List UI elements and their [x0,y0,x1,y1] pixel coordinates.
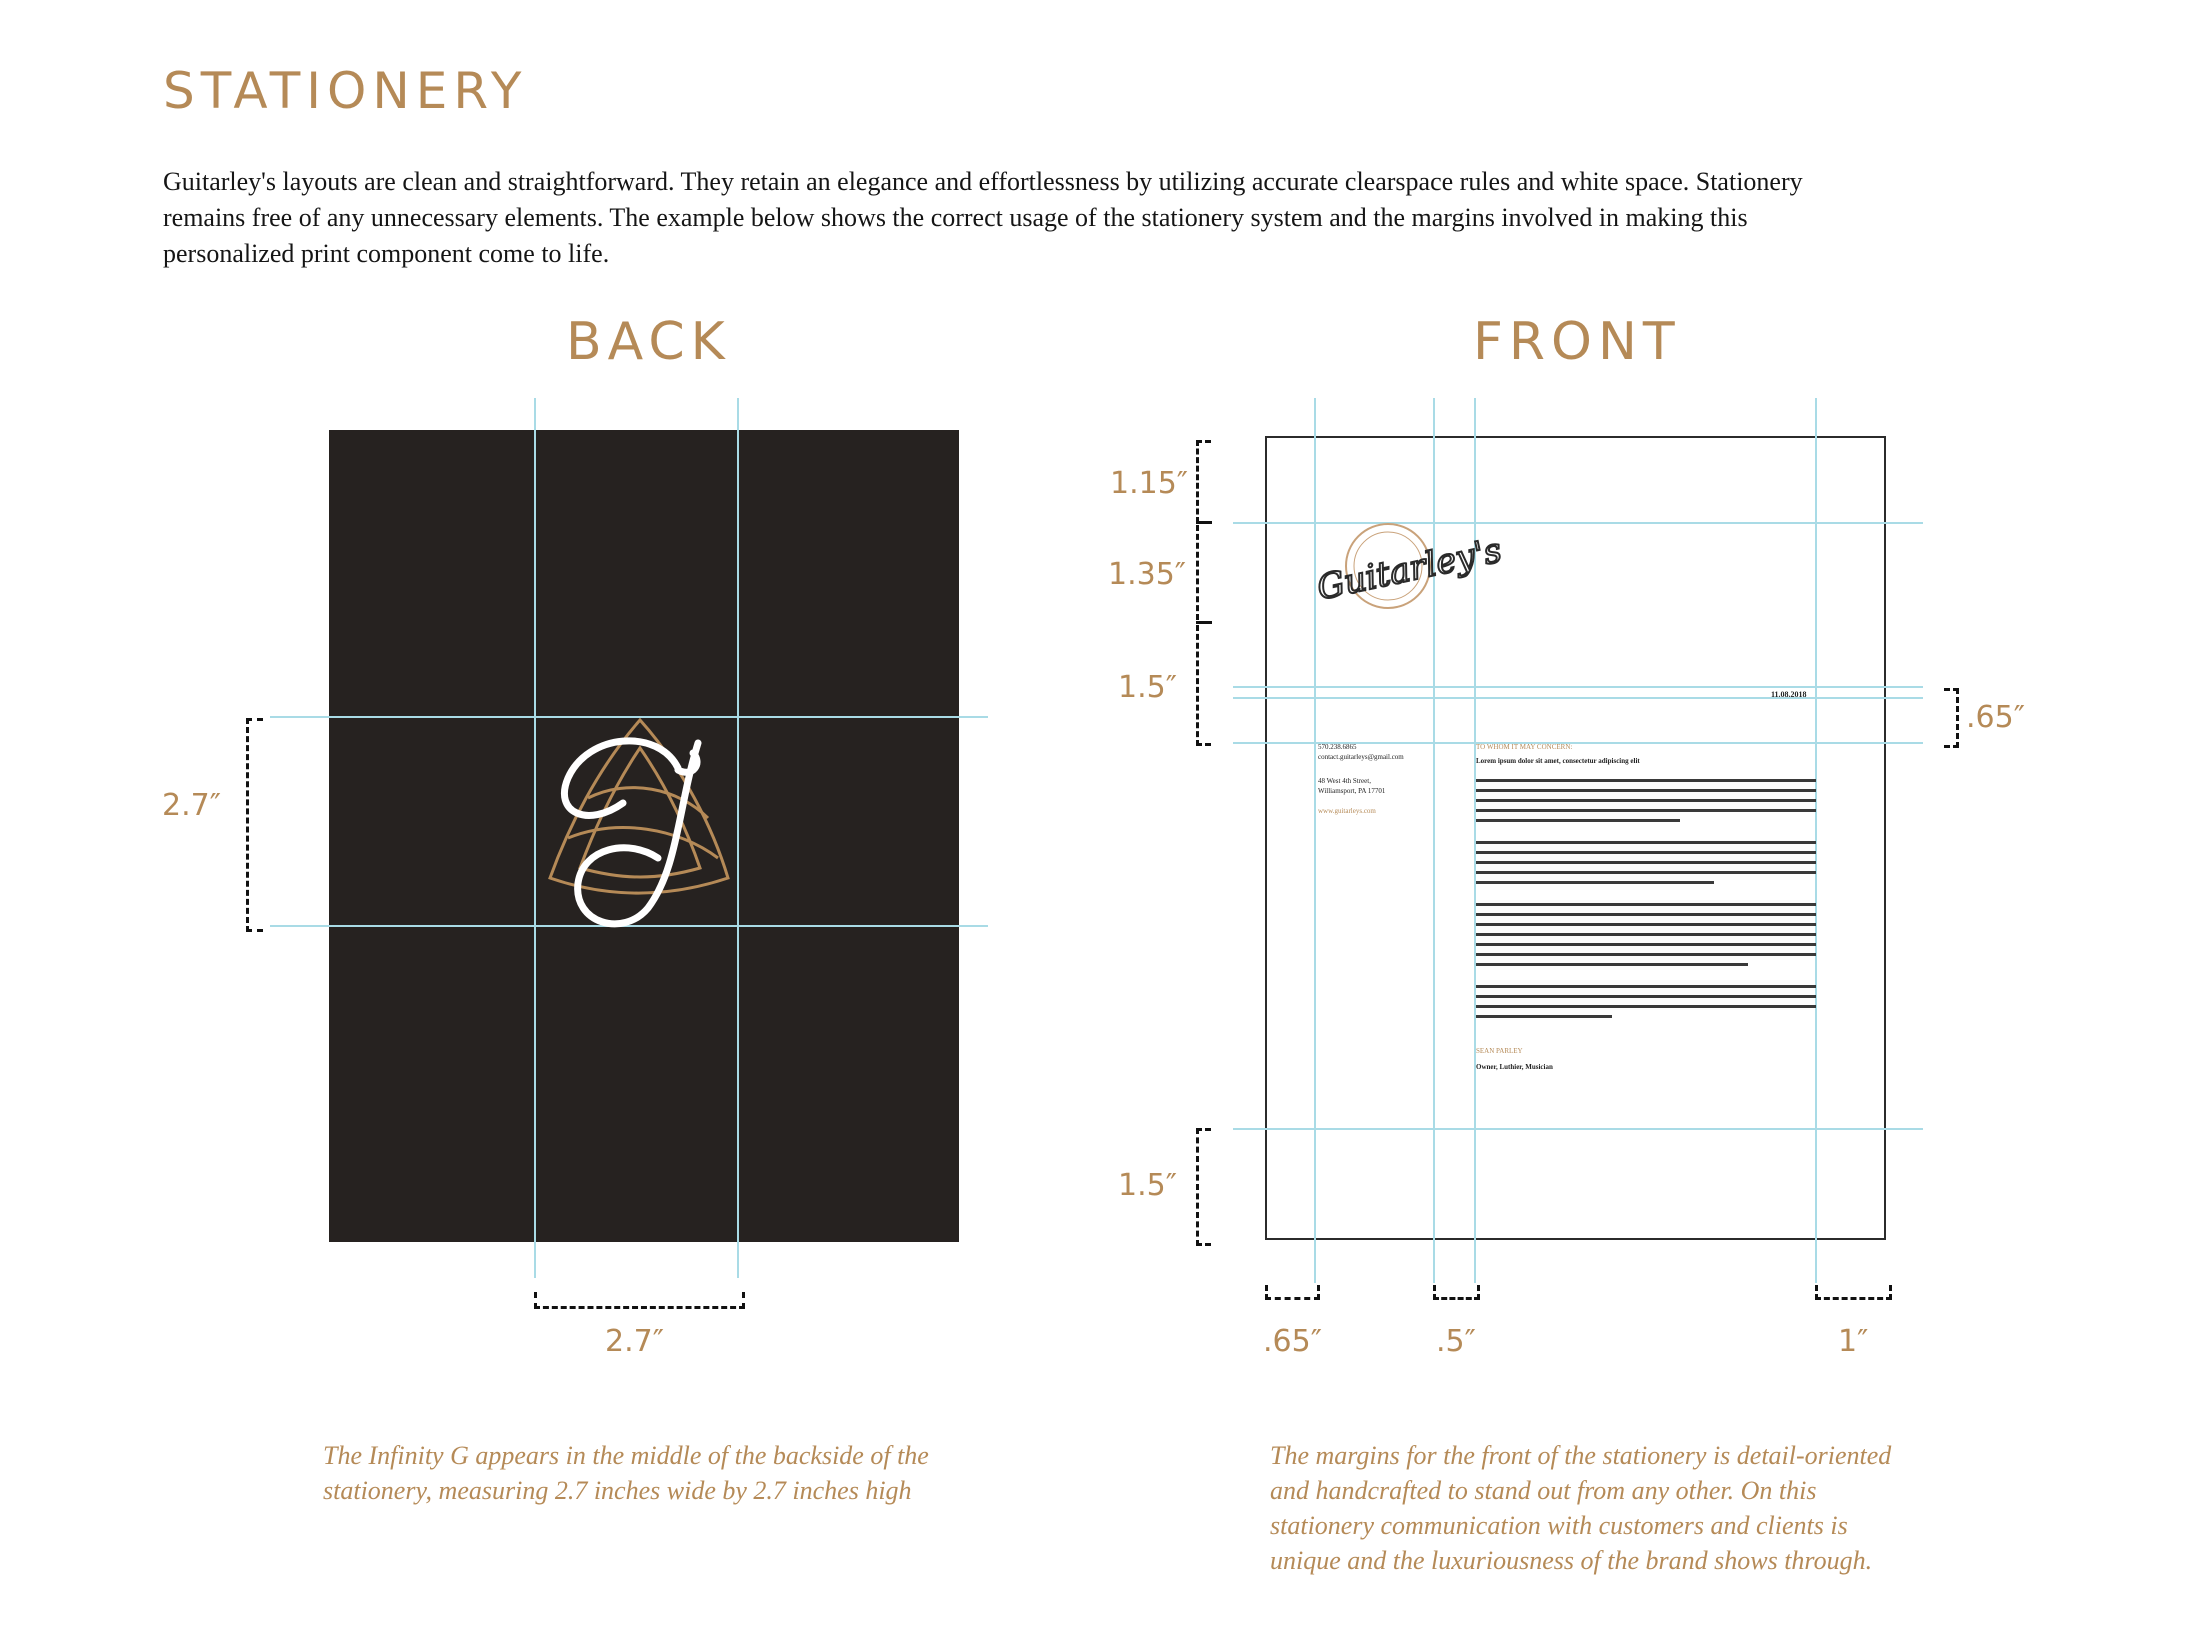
margin-bracket [1196,525,1211,620]
bracket-tick [1196,521,1212,524]
height-bracket [246,718,263,932]
intro-paragraph: Guitarley's layouts are clean and straightforward. They retain an elegance and effortlessness by utilizing accurate clearspace rules and white space. Stationery remains free of any unnecessary elements. The example below shows the correct usage of the stationery system and the margins involved in making this personalized print component come to life. [163,167,1803,268]
infinity-g-logo [528,708,752,938]
letter-body [1476,743,1816,1071]
guitarleys-logo [1308,518,1506,628]
front-right-label: .65″ [1966,700,2025,735]
letter-date: 11.08.2018 [1771,690,1807,699]
front-bottom-margin-label: 1.5″ [1118,1168,1177,1203]
contact-phone: 570.238.6865 [1318,743,1357,751]
left-margin-bracket [1265,1285,1320,1300]
back-caption: The Infinity G appears in the middle of the backside of the stationery, measuring 2.7 inches wide by 2.7 inches high [323,1441,929,1505]
letter-lead: Lorem ipsum dolor sit amet, consectetur adipiscing elit [1476,757,1640,765]
margin-bracket [1196,440,1211,523]
bracket-tick [1196,621,1212,624]
guide-line [1233,1128,1923,1130]
margin-bracket [1196,625,1211,746]
signature-name: SEAN PARLEY [1476,1047,1523,1055]
width-bracket [534,1292,745,1309]
back-height-label: 2.7″ [162,788,221,823]
front-left-margin-label: .65″ [1263,1324,1322,1359]
bottom-margin-bracket [1196,1128,1211,1246]
gutter-bracket [1433,1285,1480,1300]
front-top-margin-label: 1.15″ [1110,466,1189,501]
letter-salutation: TO WHOM IT MAY CONCERN: [1476,743,1573,751]
front-right-margin-label: 1″ [1838,1324,1869,1359]
back-heading: BACK [566,312,731,372]
logo-script: Guitarley's [1313,530,1506,609]
contact-block [1318,742,1438,816]
front-logo-area-label: 1.35″ [1108,557,1187,592]
signature-title: Owner, Luthier, Musician [1476,1063,1553,1071]
guide-line [1233,686,1923,688]
guide-line [1233,697,1923,699]
page-title: STATIONERY [163,62,528,120]
front-gutter-label: .5″ [1436,1324,1476,1359]
contact-address-2: Williamsport, PA 17701 [1318,787,1386,795]
right-bracket [1944,688,1959,748]
contact-email: contact.guitarleys@gmail.com [1318,753,1404,761]
right-margin-bracket [1815,1285,1892,1300]
front-heading: FRONT [1473,312,1681,372]
front-caption: The margins for the front of the stationery is detail-oriented and handcrafted to stand out from any other. On this stationery communication with customers and clients is unique and the luxuriousness of the brand shows through. [1270,1441,1892,1575]
contact-website: www.guitarleys.com [1318,807,1376,815]
back-width-label: 2.7″ [605,1324,664,1359]
front-header-label: 1.5″ [1118,670,1177,705]
contact-address-1: 48 West 4th Street, [1318,777,1371,785]
